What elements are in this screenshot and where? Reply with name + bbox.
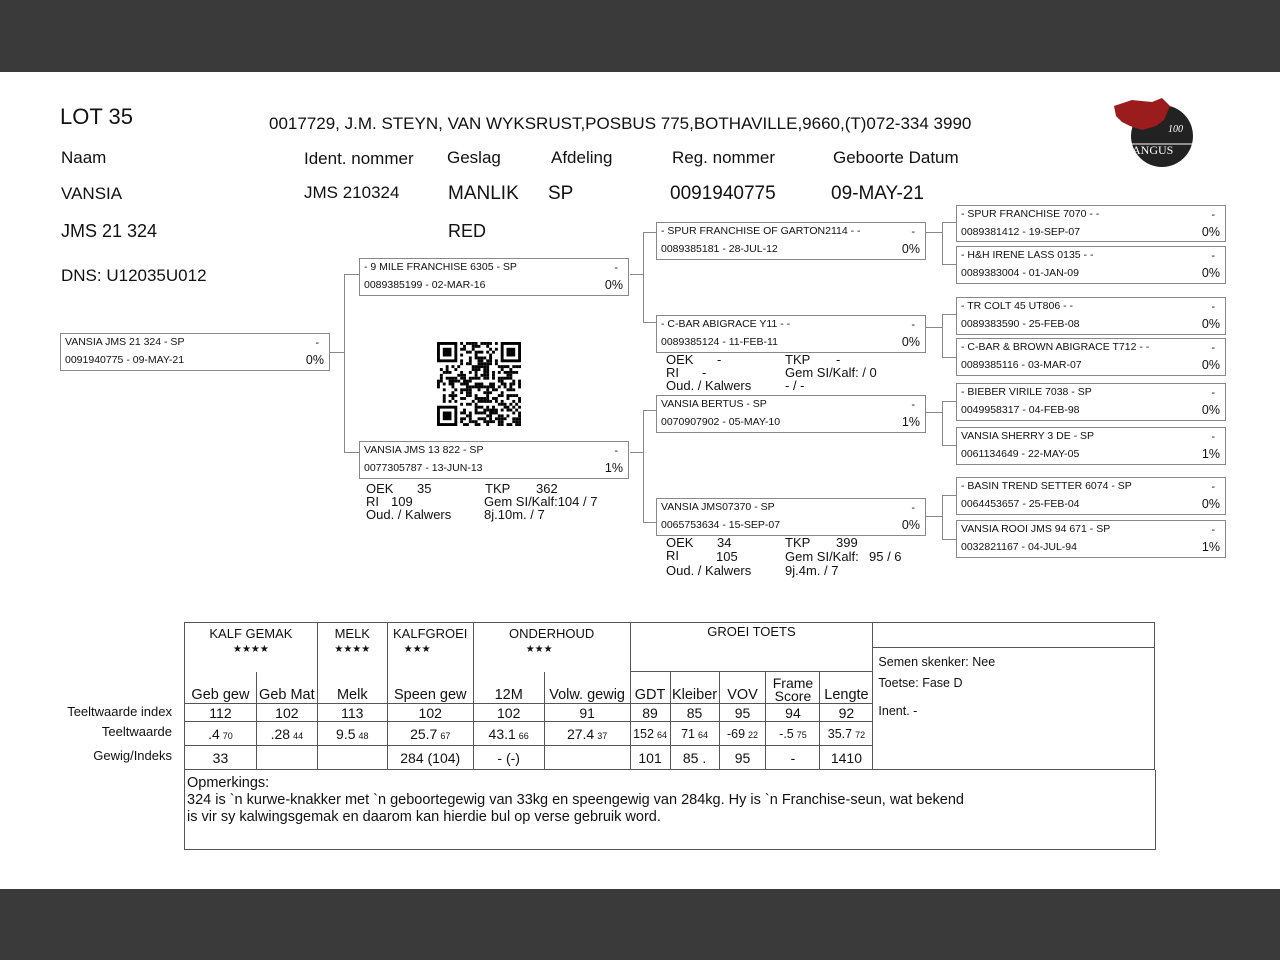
pedigree-gen3-4 — [956, 338, 1226, 376]
connector — [942, 222, 956, 223]
teeltwaarde-cell — [256, 722, 317, 746]
mark: - — [911, 226, 915, 238]
index-cell: 102 — [473, 704, 544, 722]
logo-year: 100 — [1168, 124, 1183, 135]
detail: 0089383590 - 25-FEB-08 — [961, 318, 1080, 330]
col-geslag: Geslag — [447, 148, 501, 167]
qr-code — [436, 342, 522, 426]
connector — [643, 522, 656, 523]
teeltwaarde-cell — [719, 722, 766, 746]
detail: 0089385124 - 11-FEB-11 — [661, 336, 778, 348]
percentage: 1% — [604, 461, 623, 475]
index-cell: 102 — [387, 704, 473, 722]
mark: - — [1211, 387, 1215, 399]
name: VANSIA BERTUS - SP — [661, 398, 767, 410]
animal-name: VANSIA — [61, 184, 123, 203]
accuracy: 72 — [855, 729, 866, 740]
detail: 0077305787 - 13-JUN-13 — [364, 462, 483, 474]
connector — [643, 232, 656, 233]
accuracy: 48 — [358, 730, 369, 741]
connector — [942, 445, 956, 446]
teeltwaarde-cell — [820, 722, 873, 746]
col-speen-gew: Speen gew — [387, 672, 473, 704]
remarks-title: Opmerkings: — [187, 775, 270, 791]
mark: - — [911, 399, 915, 411]
connector — [942, 401, 956, 402]
percentage: 0% — [1201, 358, 1220, 372]
connector — [942, 495, 956, 496]
connector — [630, 452, 643, 453]
connector — [942, 495, 943, 539]
pedigree-gen3-1 — [956, 205, 1226, 242]
pedigree-gen3-7 — [956, 477, 1226, 515]
value: 71 — [681, 726, 695, 741]
connector — [344, 452, 359, 453]
pedigree-sire-sire — [656, 222, 926, 260]
mark: - — [315, 337, 319, 349]
pedigree-dam — [359, 441, 629, 479]
col-12m: 12M — [473, 672, 544, 704]
pedigree-gen3-5 — [956, 383, 1226, 421]
mark: - — [911, 319, 915, 331]
logo-text: ANGUS — [1132, 143, 1174, 157]
col-kleiber: Kleiber — [670, 672, 719, 704]
value: 35.7 — [827, 726, 853, 741]
detail: 0065753634 - 15-SEP-07 — [661, 519, 781, 531]
name: - H&H IRENE LASS 0135 - - — [961, 249, 1094, 261]
pedigree-gen3-2 — [956, 246, 1226, 284]
connector — [942, 264, 956, 265]
teeltwaarde-cell — [387, 722, 473, 746]
pedigree-sire — [359, 258, 629, 296]
teeltwaarde-cell — [670, 722, 719, 746]
gewig-cell: 85 . — [670, 746, 719, 770]
mark: - — [614, 445, 618, 457]
pedigree-gen3-3 — [956, 297, 1226, 335]
index-cell: 113 — [317, 704, 387, 722]
col-geb-mat: Geb Mat — [256, 672, 317, 704]
teeltwaarde-cell — [630, 722, 670, 746]
pedigree-gen3-6 — [956, 427, 1226, 465]
remarks-box — [184, 770, 1156, 850]
col-lengte: Lengte — [820, 672, 873, 704]
connector — [942, 539, 956, 540]
index-cell: 102 — [256, 704, 317, 722]
connector — [926, 516, 942, 517]
col-reg: Reg. nommer — [672, 148, 775, 167]
name: VANSIA SHERRY 3 DE - SP — [961, 430, 1095, 442]
name: - SPUR FRANCHISE OF GARTON2114 - - — [661, 225, 861, 237]
animal-reg: 0091940775 — [670, 183, 776, 204]
percentage: 0% — [604, 278, 623, 292]
lot-sheet: LOT 35 0017729, J.M. STEYN, VAN WYKSRUST,POSBUS 775,BOTHAVILLE,9660,(T)072-334 3990 100 ANGUS Naam Ident. nommer Geslag Afdeling Reg. nommer Geboorte Datum VANSIA JMS 210324 MANLIK SP 0091940775 09-MAY-21 JMS 21 324 RED DNS: U12035U012 VANSIA JMS 21 324 - SP - 0091940775 - 09-MAY-21 0% - 9 MILE FRANCHISE 6305 - SP - 0089385199 - 02-MAR-16 0% VANSIA JMS 13 822 - SP - 0077305787 - 13-JUN-13 1% OEK 35 TKP 362 RI 109 Gem SI/Kalf:104 / 7 Oud. / Kalwers 8j.10m. / 7 - SPUR FRANCHISE OF GARTON2114 - - - 0089385181 - 28-JUL-12 0% - C-BAR ABIGRACE Y11 - - - 0089385124 - 11-FEB-11 0% OEK - TKP - RI - Gem SI/Kalf: / 0 Oud. / Kalwers - / - VANSIA BERTUS - SP - 0070907902 - 05-MAY-10 1% VANSIA JMS07370 - SP - 0065753634 - 15-SEP-07 0% OEK 34 TKP 399 RI 105 Gem SI/Kalf: 95 / 6 Oud. / Kalwers 9j.4m. / 7 - SPUR FRANCHISE 7070 - - - 0089381412 - 19-SEP-07 0% - H&H IRENE LASS 0135 - - - 0089383004 - 01-JAN-09 0% - TR COLT 45 UT806 - - - 0089383590 - 25-FEB-08 0% - C-BAR & BROWN ABIGRACE T712 - - - 0089385116 - 03-MAR-07 0% - BIEBER VIRILE 7038 - SP - 0049958317 - 04-FEB-98 0% VANSIA SHERRY 3 DE - SP - 0061134649 - 22-MAY-05 1% - BASIN TREND SETTER 6074 - SP - 0064453657 - 25-FEB-04 0% VANSIA ROOI JMS 94 671 - SP - 0032821167 - 04-JUL-94 1% Teeltwaarde index Teeltwaarde Gewig/Indeks KALF GEMAK ★★★★ MELK ★★★★ KALFGROEI ★★★ ONDERHOUD ★★★ GROEI TOETS Semen skenker: Nee Toetse: Fase D Inent. - Geb gew Geb Mat Melk Speen gew 12M Volw. gewig GDT Kleiber VOV Frame Score Lengte 112 102 113 102 102 91 89 85 95 94 92 .4 70 .28 44 9.5 48 25.7 67 43.1 66 27.4 37 152 64 71 64 -69 22 -.5 75 35.7 72 33 284 (104) - (-) 101 85 . 95 - 1410 Opmerkings: 324 is `n kurwe-knakker met `n geboortegewig van 33kg en speengewig van 284kg. Hy is `n Franchise-seun, wat bekend is vir sy kalwingsgemak en daarom kan hierdie bul op verse gebruik word. — [0, 72, 1280, 889]
teeltwaarde-cell — [185, 722, 257, 746]
teeltwaarde-cell — [473, 722, 544, 746]
index-cell: 92 — [820, 704, 873, 722]
detail: 0091940775 - 09-MAY-21 — [65, 354, 185, 366]
connector — [643, 410, 656, 411]
animal-section: SP — [548, 183, 574, 204]
percentage: 0% — [901, 518, 920, 532]
gewig-cell: 95 — [719, 746, 766, 770]
remarks-line-2: is vir sy kalwingsgemak en daarom kan hierdie bul op verse gebruik word. — [187, 809, 661, 825]
mark: - — [1211, 301, 1215, 313]
side-info: Semen skenker: Nee Toetse: Fase D Inent. - — [873, 623, 1155, 770]
row-label-index: Teeltwaarde index — [67, 704, 172, 719]
pedigree-dam-dam — [656, 498, 926, 536]
col-melk: Melk — [317, 672, 387, 704]
value: 152 — [633, 726, 654, 741]
detail: 0089385181 - 28-JUL-12 — [661, 243, 778, 255]
gewig-cell — [317, 746, 387, 770]
col-geboorte: Geboorte Datum — [833, 148, 959, 167]
col-afdeling: Afdeling — [551, 148, 613, 167]
col-naam: Naam — [61, 148, 107, 167]
detail: 0089385199 - 02-MAR-16 — [364, 279, 486, 291]
connector — [926, 412, 942, 413]
name: - BIEBER VIRILE 7038 - SP — [961, 386, 1092, 398]
index-cell: 89 — [630, 704, 670, 722]
connector — [942, 357, 956, 358]
value: .28 — [270, 725, 291, 742]
detail: 0089383004 - 01-JAN-09 — [961, 267, 1079, 279]
name: VANSIA JMS 13 822 - SP — [364, 444, 484, 456]
percentage: 1% — [1201, 540, 1220, 554]
name: VANSIA ROOI JMS 94 671 - SP — [961, 523, 1111, 535]
col-geb-gew: Geb gew — [185, 672, 257, 704]
row-label-teeltwaarde: Teeltwaarde — [101, 724, 172, 739]
value: -.5 — [779, 726, 794, 741]
angus-logo — [1112, 96, 1194, 170]
bottom-letterbox — [0, 889, 1280, 960]
percentage: 1% — [1201, 447, 1220, 461]
accuracy: 64 — [697, 729, 708, 740]
percentage: 0% — [1201, 497, 1220, 511]
pedigree-self — [60, 333, 330, 371]
gewig-cell — [256, 746, 317, 770]
teeltwaarde-cell — [766, 722, 820, 746]
lot-label: LOT 35 — [60, 104, 133, 129]
group-kalfgemak: KALF GEMAK ★★★★ — [185, 623, 318, 672]
name: - BASIN TREND SETTER 6074 - SP — [961, 480, 1132, 492]
name: - SPUR FRANCHISE 7070 - - — [961, 208, 1100, 220]
name: VANSIA JMS 21 324 - SP — [65, 336, 185, 348]
mark: - — [1211, 524, 1215, 536]
animal-name2: JMS 21 324 — [61, 221, 158, 241]
gewig-cell: - (-) — [473, 746, 544, 770]
name: - TR COLT 45 UT806 - - — [961, 300, 1074, 312]
gewig-cell: 284 (104) — [387, 746, 473, 770]
detail: 0089385116 - 03-MAR-07 — [961, 359, 1082, 371]
index-cell: 94 — [766, 704, 820, 722]
connector — [643, 322, 656, 323]
value: 25.7 — [410, 725, 438, 742]
connector — [942, 314, 943, 357]
col-ident: Ident. nommer — [304, 149, 414, 168]
group-melk: MELK ★★★★ — [317, 623, 387, 672]
value: 43.1 — [488, 725, 516, 742]
percentage: 0% — [901, 242, 920, 256]
accuracy: 67 — [440, 730, 451, 741]
index-cell: 95 — [719, 704, 766, 722]
mark: - — [1211, 431, 1215, 443]
mark: - — [1211, 342, 1215, 354]
connector — [630, 274, 643, 275]
group-groeitoets: GROEI TOETS — [630, 623, 873, 672]
gewig-cell: 1410 — [820, 746, 873, 770]
owner-line: 0017729, J.M. STEYN, VAN WYKSRUST,POSBUS 775,BOTHAVILLE,9660,(T)072-334 3990 — [269, 114, 972, 133]
detail: 0089381412 - 19-SEP-07 — [961, 226, 1081, 238]
accuracy: 64 — [656, 729, 667, 740]
mark: - — [911, 502, 915, 514]
group-kalfgroei: KALFGROEI ★★★ — [387, 623, 473, 672]
performance-table — [184, 622, 1155, 770]
mark: - — [1211, 250, 1215, 262]
col-vov: VOV — [719, 672, 766, 704]
name: - C-BAR & BROWN ABIGRACE T712 - - — [961, 341, 1150, 353]
animal-ident: JMS 210324 — [304, 183, 400, 202]
group-onderhoud: ONDERHOUD ★★★ — [473, 623, 630, 672]
connector — [643, 232, 644, 322]
name: - 9 MILE FRANCHISE 6305 - SP — [364, 261, 517, 273]
mark: - — [614, 262, 618, 274]
connector — [344, 274, 345, 453]
teeltwaarde-cell — [544, 722, 630, 746]
accuracy: 75 — [796, 729, 807, 740]
col-volw-gewig: Volw. gewig — [544, 672, 630, 704]
detail: 0032821167 - 04-JUL-94 — [961, 541, 1077, 553]
index-cell: 85 — [670, 704, 719, 722]
pedigree-sire-dam — [656, 315, 926, 353]
connector — [942, 222, 943, 264]
accuracy: 37 — [597, 730, 608, 741]
detail: 0049958317 - 04-FEB-98 — [961, 404, 1080, 416]
percentage: 0% — [1201, 225, 1220, 239]
animal-dob: 09-MAY-21 — [831, 183, 924, 204]
mark: - — [1211, 481, 1215, 493]
percentage: 0% — [305, 353, 324, 367]
percentage: 0% — [901, 335, 920, 349]
animal-colour: RED — [448, 221, 487, 241]
connector — [344, 274, 359, 275]
connector — [942, 314, 956, 315]
top-letterbox — [0, 0, 1280, 72]
detail: 0064453657 - 25-FEB-04 — [961, 498, 1080, 510]
name: - C-BAR ABIGRACE Y11 - - — [661, 318, 791, 330]
gewig-cell: - — [766, 746, 820, 770]
value: 9.5 — [336, 725, 356, 742]
name: VANSIA JMS07370 - SP — [661, 501, 775, 513]
accuracy: 66 — [518, 730, 529, 741]
percentage: 0% — [1201, 317, 1220, 331]
detail: 0070907902 - 05-MAY-10 — [661, 416, 781, 428]
remarks-line-1: 324 is `n kurwe-knakker met `n geboortegewig van 33kg en speengewig van 284kg. Hy is `n Franchise-seun, wat bekend — [187, 792, 964, 808]
accuracy: 44 — [293, 730, 304, 741]
pedigree-gen3-8 — [956, 520, 1226, 558]
connector — [926, 232, 942, 233]
row-label-gewig: Gewig/Indeks — [93, 748, 172, 763]
accuracy: 70 — [222, 730, 233, 741]
value: -69 — [726, 726, 746, 741]
connector — [643, 410, 644, 522]
index-cell: 91 — [544, 704, 630, 722]
value: .4 — [208, 725, 220, 742]
teeltwaarde-cell — [317, 722, 387, 746]
percentage: 1% — [901, 415, 920, 429]
index-cell: 112 — [185, 704, 257, 722]
percentage: 0% — [1201, 403, 1220, 417]
percentage: 0% — [1201, 266, 1220, 280]
value: 27.4 — [566, 725, 595, 742]
connector — [329, 352, 345, 353]
connector — [942, 401, 943, 445]
connector — [926, 327, 942, 328]
pedigree-dam-sire — [656, 395, 926, 433]
detail: 0061134649 - 22-MAY-05 — [961, 448, 1080, 460]
accuracy: 22 — [748, 729, 759, 740]
col-frame-score: Frame Score — [766, 672, 820, 704]
col-gdt: GDT — [630, 672, 670, 704]
animal-sex: MANLIK — [448, 183, 519, 204]
gewig-cell: 33 — [185, 746, 257, 770]
gewig-cell — [544, 746, 630, 770]
mark: - — [1211, 209, 1215, 221]
gewig-cell: 101 — [630, 746, 670, 770]
animal-dns: DNS: U12035U012 — [61, 266, 207, 285]
